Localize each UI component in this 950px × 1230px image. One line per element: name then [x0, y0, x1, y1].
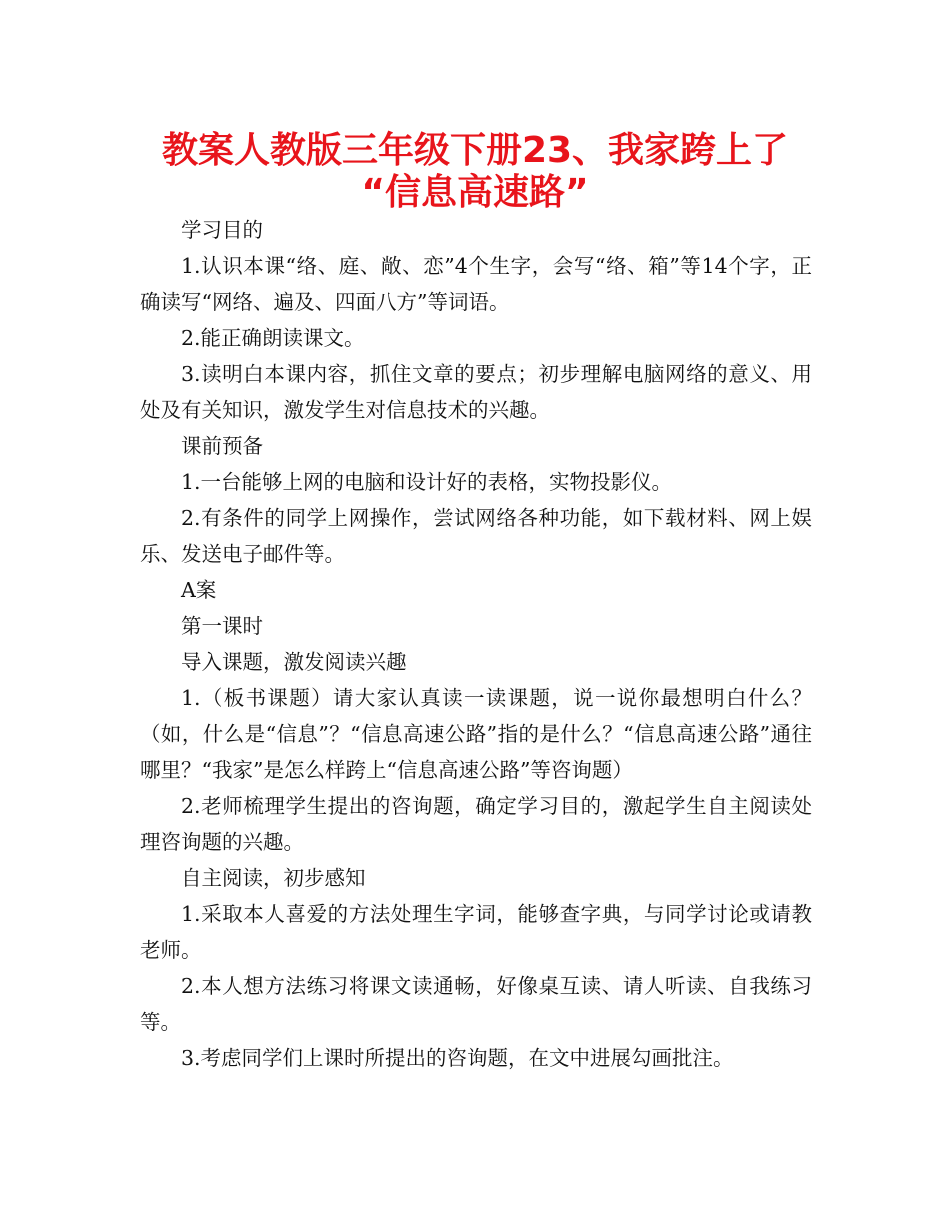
section-heading-objectives: 学习目的 — [181, 218, 263, 242]
section-heading-preparation: 课前预备 — [181, 434, 263, 458]
section-heading-lesson-1: 第一课时 — [181, 614, 263, 638]
paragraph: 1.认识本课“络、庭、敞、恋”4个生字，会写“络、箱”等14个字，正确读写“网络、遍及、四面八方”等词语。 — [140, 254, 812, 314]
paragraph: 3.读明白本课内容，抓住文章的要点；初步理解电脑网络的意义、用处及有关知识，激发学生对信息技术的兴趣。 — [140, 362, 812, 422]
paragraph: 3.考虑同学们上课时所提出的咨询题，在文中进展勾画批注。 — [181, 1046, 734, 1070]
section-heading-plan-a: A案 — [181, 578, 217, 602]
paragraph: 2.能正确朗读课文。 — [181, 326, 365, 350]
paragraph: 1.一台能够上网的电脑和设计好的表格，实物投影仪。 — [181, 470, 673, 494]
paragraph: 2.本人想方法练习将课文读通畅，好像桌互读、请人听读、自我练习等。 — [140, 974, 812, 1034]
paragraph: 1.采取本人喜爱的方法处理生字词，能够查字典，与同学讨论或请教老师。 — [140, 902, 812, 962]
section-heading-introduction: 导入课题，激发阅读兴趣 — [181, 650, 407, 674]
document-title-line-2: “信息高速路” — [361, 172, 589, 213]
paragraph: 1.（板书课题）请大家认真读一读课题，说一说你最想明白什么？（如，什么是“信息”？“信息高速公路”指的是什么？“信息高速公路”通往哪里？“我家”是怎么样跨上“信息高速公路”等咨询题） — [140, 686, 812, 782]
section-heading-self-reading: 自主阅读，初步感知 — [181, 866, 366, 890]
document-body — [140, 212, 812, 1076]
paragraph: 2.有条件的同学上网操作，尝试网络各种功能，如下载材料、网上娱乐、发送电子邮件等。 — [140, 506, 812, 566]
paragraph: 2.老师梳理学生提出的咨询题，确定学习目的，激起学生自主阅读处理咨询题的兴趣。 — [140, 794, 812, 854]
document-title-line-1: 教案人教版三年级下册23、我家跨上了 — [161, 130, 789, 171]
